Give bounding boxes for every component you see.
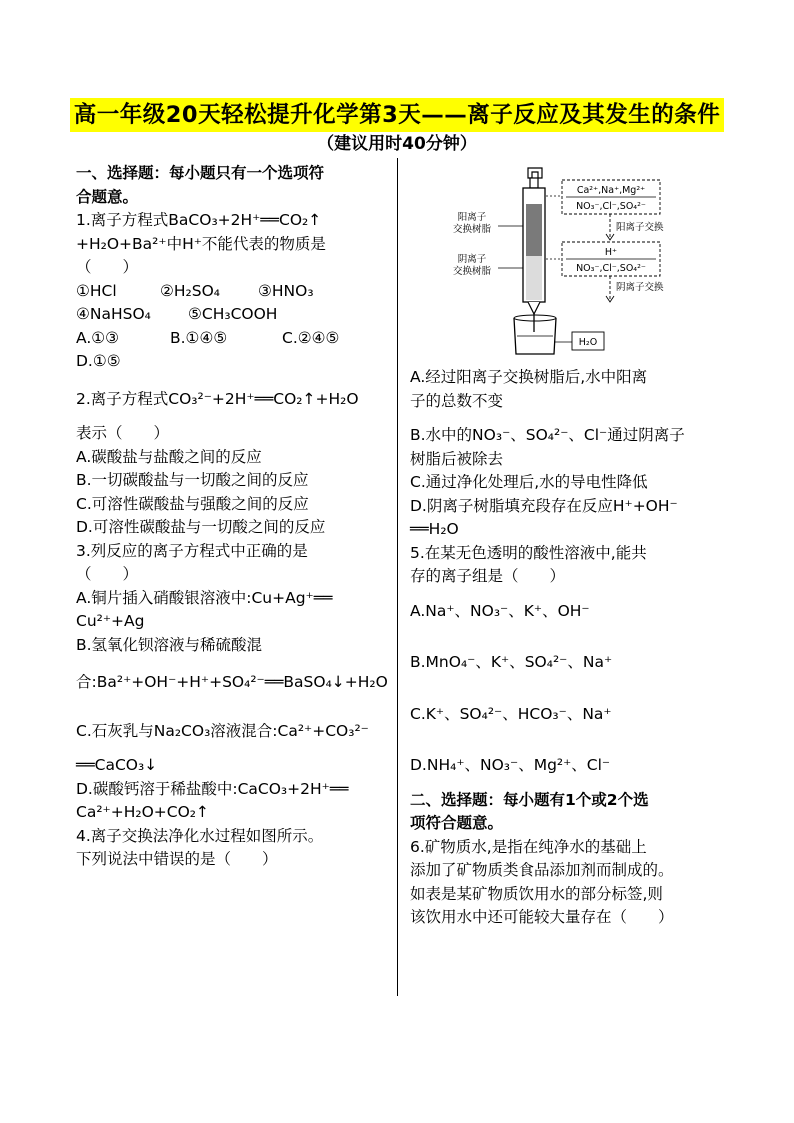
- q3-option-a-1: A.铜片插入硝酸银溶液中:Cu+Ag⁺══: [76, 588, 333, 607]
- spacer: [410, 726, 725, 740]
- q1-opts-row1: [76, 280, 388, 304]
- q1-answer-c: C.②④⑤: [282, 328, 340, 347]
- box1-cations: Ca²⁺,Na⁺,Mg²⁺: [576, 185, 646, 196]
- spacer: [410, 589, 725, 600]
- q1-opt-1: ①HCl: [76, 281, 117, 300]
- q6-line-4: 该饮用水中还可能较大量存在（ ）: [410, 908, 674, 926]
- spacer: [410, 413, 725, 424]
- spacer: [410, 740, 725, 754]
- q4-option-b-1: B.水中的NO₃⁻、SO₄²⁻、Cl⁻通过阴离子: [410, 426, 685, 444]
- q3-option-c-2: ══CaCO₃↓: [76, 756, 158, 774]
- spacer: [76, 709, 388, 720]
- q1-answer-d: D.①⑤: [76, 352, 121, 370]
- q1-line2: +H₂O+Ba²⁺中H⁺不能代表的物质是: [76, 234, 326, 253]
- column-outlet: [528, 302, 540, 314]
- spacer: [410, 778, 725, 789]
- spacer: [76, 374, 388, 388]
- q4-option-a-1: A.经过阳离子交换树脂后,水中阳离: [410, 368, 648, 386]
- title-wrap: [0, 98, 794, 132]
- q3-paren: （ ）: [76, 565, 139, 583]
- cation-resin-label-2: 交换树脂: [452, 224, 492, 235]
- q6-line-2: 添加了矿物质类食品添加剂而制成的。: [410, 861, 674, 879]
- q3-option-d-2: Ca²⁺+H₂O+CO₂↑: [76, 803, 209, 821]
- q1-opts-row2: [76, 303, 388, 327]
- box2-cations: H⁺: [604, 247, 618, 258]
- q1-opt-5: ⑤CH₃COOH: [188, 305, 278, 323]
- q4-option-c: C.通过净化处理后,水的导电性降低: [410, 473, 648, 491]
- q1-answer-b: B.①④⑤: [170, 328, 228, 347]
- q5-option-c: C.K⁺、SO₄²⁻、HCO₃⁻、Na⁺: [410, 704, 612, 723]
- cation-resin-label-1: 阳离子: [457, 212, 487, 223]
- spacer: [76, 657, 388, 671]
- q2-stem2: 表示（ ）: [76, 424, 170, 442]
- spacer: [76, 695, 388, 709]
- beaker-rim: [514, 315, 556, 321]
- anion-resin-label-1: 阴离子: [457, 254, 487, 265]
- section2-heading-2: 项符合题意。: [410, 814, 504, 832]
- right-column: [410, 162, 725, 930]
- q1-opt-4: ④NaHSO₄: [76, 305, 151, 323]
- q6-line-1: 6.矿物质水,是指在纯净水的基础上: [410, 837, 647, 856]
- q1-paren: （ ）: [76, 258, 139, 276]
- q6-line-3: 如表是某矿物质饮用水的部分标签,则: [410, 884, 663, 903]
- q3-option-b-1: B.氢氧化钡溶液与稀硫酸混: [76, 635, 263, 654]
- q5-option-a: A.Na⁺、NO₃⁻、K⁺、OH⁻: [410, 601, 590, 620]
- inlet-pipe: [530, 178, 538, 188]
- q1-answers-row: [76, 327, 388, 351]
- section1-heading-1: 一、选择题：每小题只有一个选项符: [76, 164, 325, 182]
- anion-resin-label-2: 交换树脂: [452, 266, 492, 277]
- q4-option-d-1: D.阴离子树脂填充段存在反应H⁺+OH⁻: [410, 496, 678, 515]
- ion-exchange-diagram: [410, 162, 725, 362]
- tap-icon: [528, 168, 542, 178]
- q4-option-d-2: ══H₂O: [410, 520, 459, 538]
- ion-exchange-figure: [410, 162, 725, 362]
- arrow2-label: 阴离子交换: [616, 282, 664, 293]
- q2-option-b: B.一切碳酸盐与一切酸之间的反应: [76, 471, 309, 489]
- q3-option-b-2: 合:Ba²⁺+OH⁻+H⁺+SO₄²⁻══BaSO₄↓+H₂O: [76, 673, 388, 691]
- spacer: [410, 623, 725, 637]
- box1-anions: NO₃⁻,Cl⁻,SO₄²⁻: [576, 201, 646, 212]
- q5-option-b: B.MnO₄⁻、K⁺、SO₄²⁻、Na⁺: [410, 653, 613, 671]
- q3-option-d-1: D.碳酸钙溶于稀盐酸中:CaCO₃+2H⁺══: [76, 779, 349, 798]
- q1-opt-2: ②H₂SO₄: [160, 281, 221, 300]
- q3-option-a-2: Cu²⁺+Ag: [76, 612, 145, 630]
- q2-stem: 2.离子方程式CO₃²⁻+2H⁺══CO₂↑+H₂O: [76, 389, 359, 408]
- spacer: [76, 743, 388, 754]
- spacer: [410, 675, 725, 689]
- q4-option-a-2: 子的总数不变: [410, 391, 504, 410]
- left-column: [76, 162, 388, 872]
- q2-option-a: A.碳酸盐与盐酸之间的反应: [76, 447, 262, 466]
- spacer: [76, 411, 388, 422]
- cation-resin-band: [526, 204, 542, 256]
- q3-stem: 3.列反应的离子方程式中正确的是: [76, 541, 308, 560]
- spacer: [410, 689, 725, 703]
- q4-option-b-2: 树脂后被除去: [410, 449, 504, 468]
- q2-option-d: D.可溶性碳酸盐与一切酸之间的反应: [76, 518, 326, 536]
- q1-opt-3: ③HNO₃: [258, 281, 314, 300]
- anion-resin-band: [526, 256, 542, 300]
- q5-stem-1: 5.在某无色透明的酸性溶液中,能共: [410, 543, 647, 562]
- arrow1-label: 阳离子交换: [616, 222, 664, 233]
- page-title: 高一年级20天轻松提升化学第3天——离子反应及其发生的条件: [70, 98, 724, 132]
- box2-anions: NO₃⁻,Cl⁻,SO₄²⁻: [576, 263, 646, 274]
- section1-heading-2: 合题意。: [76, 187, 139, 206]
- spacer: [410, 637, 725, 651]
- column-divider: [397, 158, 398, 996]
- q2-option-c: C.可溶性碳酸盐与强酸之间的反应: [76, 494, 309, 513]
- section2-heading-1: 二、选择题：每小题有1个或2个选: [410, 790, 649, 809]
- q5-option-d: D.NH₄⁺、NO₃⁻、Mg²⁺、Cl⁻: [410, 756, 611, 774]
- page-subtitle: （建议用时40分钟）: [317, 134, 477, 154]
- q5-stem-2: 存的离子组是（ ）: [410, 567, 566, 585]
- water-label: H₂O: [578, 337, 598, 348]
- q4-stem-1: 4.离子交换法净化水过程如图所示。: [76, 826, 324, 845]
- q3-option-c-1: C.石灰乳与Na₂CO₃溶液混合:Ca²⁺+CO₃²⁻: [76, 721, 369, 740]
- q4-stem-2: 下列说法中错误的是（ ）: [76, 850, 278, 868]
- q1-line1: 1.离子方程式BaCO₃+2H⁺══CO₂↑: [76, 211, 322, 229]
- q1-answer-a: A.①③: [76, 328, 120, 347]
